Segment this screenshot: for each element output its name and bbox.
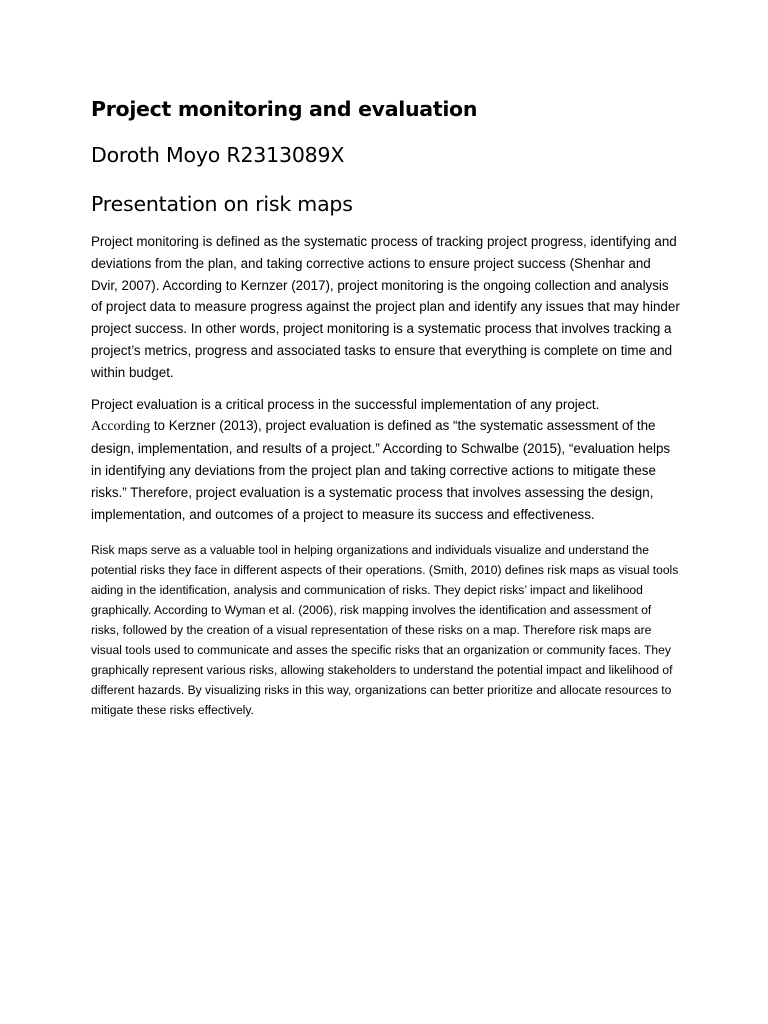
paragraph-monitoring: Project monitoring is defined as the systematic process of tracking project progress, identifying and deviations from the plan, and taking corrective actions to ensure project success (Shenhar and Dvir, 2007). According to Kernzer (2017), project monitoring is the ongoing collection and analysis of project data to measure progress against the project plan and identify any issues that may hinder project success. In other words, project monitoring is a systematic process that involves tracking a project’s metrics, progress and associated tasks to ensure that everything is complete on time and within budget. <box>91 234 680 380</box>
document-title: Project monitoring and evaluation <box>91 97 478 121</box>
evaluation-intro-sentence: Project evaluation is a critical process in the successful implementation of any project. <box>91 396 600 412</box>
author-line: Doroth Moyo R2313089X <box>91 143 345 167</box>
evaluation-serif-word: According <box>91 419 151 435</box>
document-page <box>91 96 681 720</box>
paragraph-risk-maps: Risk maps serve as a valuable tool in helping organizations and individuals visualize and understand the potential risks they face in different aspects of their operations. (Smith, 2010) defines risk maps as visual tools aiding in the identification, analysis and communication of risks. They depict risks’ impact and likelihood graphically. According to Wyman et al. (2006), risk mapping involves the identification and assessment of risks, followed by the creation of a visual representation of these risks on a map. Therefore risk maps are visual tools used to communicate and asses the specific risks that an organization or community faces. They graphically represent various risks, allowing stakeholders to understand the potential impact and likelihood of different hazards. By visualizing risks in this way, organizations can better prioritize and allocate resources to mitigate these risks effectively. <box>91 543 679 718</box>
document-subtitle: Presentation on risk maps <box>91 192 353 216</box>
paragraph-evaluation <box>91 394 681 526</box>
evaluation-body: to Kerzner (2013), project evaluation is defined as “the systematic assessment of the design, implementation, and results of a project.” According to Schwalbe (2015), “evaluation helps in identifying any deviations from the project plan and taking corrective actions to mitigate these risks.” Therefore, project evaluation is a systematic process that involves assessing the design, implementation, and outcomes of a project to measure its success and effectiveness. <box>91 418 671 522</box>
